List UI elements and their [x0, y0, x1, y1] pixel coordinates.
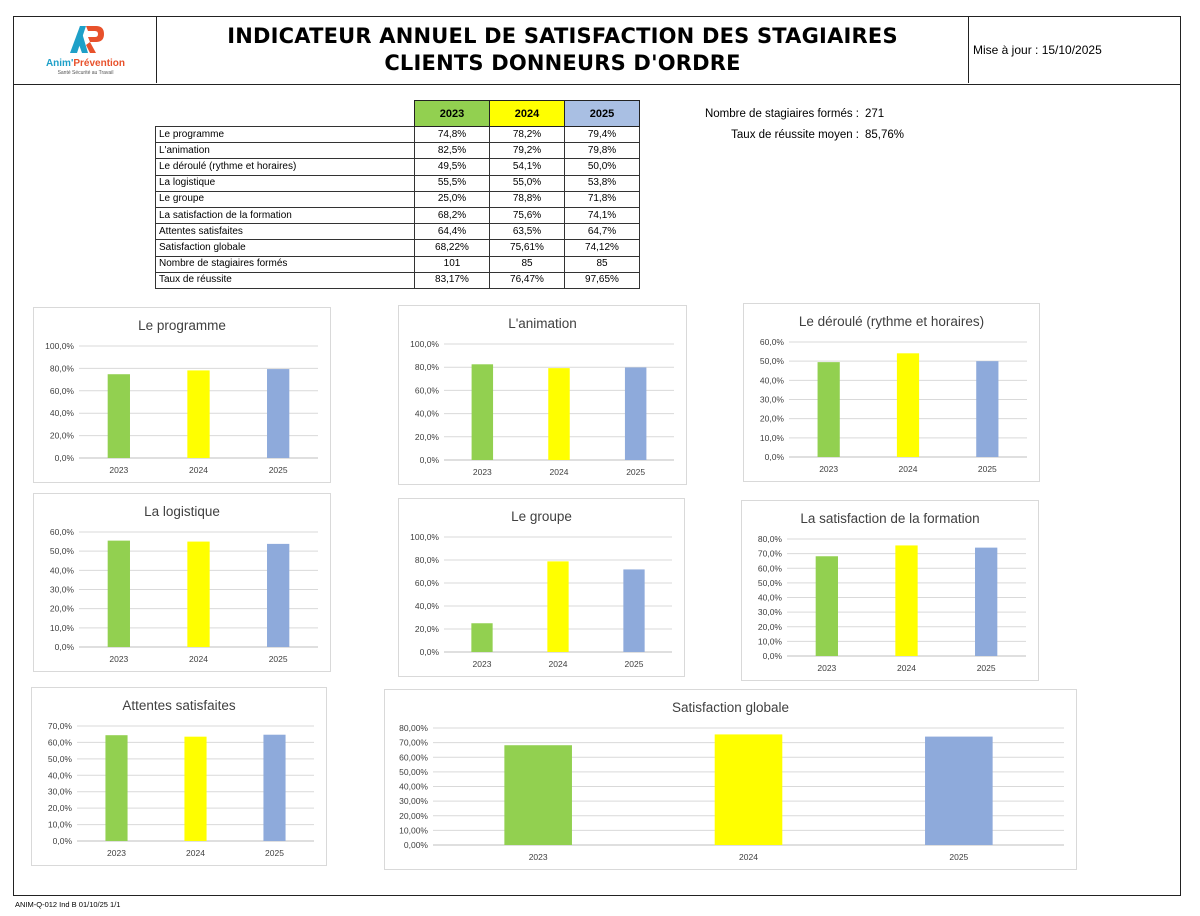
table-row: [156, 143, 640, 159]
logo-tagline: Santé Sécurité au Travail: [57, 70, 114, 76]
x-tick-label: 2025: [949, 852, 969, 862]
x-tick-label: 2023: [109, 654, 129, 664]
bar-2025: [623, 569, 644, 652]
cell-2023: 83,17%: [415, 272, 490, 288]
chart-title: La logistique: [144, 504, 220, 519]
y-tick-label: 60,00%: [399, 752, 428, 763]
y-tick-label: 60,0%: [414, 385, 439, 396]
y-tick-label: 20,0%: [414, 431, 439, 442]
x-tick-label: 2024: [897, 663, 916, 673]
cell-2023: 64,4%: [415, 224, 490, 240]
cell-2023: 82,5%: [415, 143, 490, 159]
chart-satisfaction-globale: [384, 689, 1077, 870]
cell-2024: 78,2%: [490, 127, 565, 143]
chart-title: Le programme: [138, 318, 226, 333]
cell-2023: 55,5%: [415, 175, 490, 191]
chart-programme: [33, 307, 331, 483]
chart-svg: [399, 306, 686, 484]
cell-2024: 54,1%: [490, 159, 565, 175]
y-tick-label: 30,0%: [49, 584, 74, 595]
bar-2023: [471, 623, 492, 652]
y-tick-label: 40,0%: [759, 375, 784, 386]
y-tick-label: 10,0%: [47, 819, 72, 830]
chart-title: Satisfaction globale: [671, 700, 790, 715]
x-tick-label: 2024: [739, 852, 758, 862]
y-tick-label: 10,0%: [49, 622, 74, 633]
table-row: [156, 224, 640, 240]
y-tick-label: 50,0%: [757, 577, 782, 588]
y-tick-label: 40,0%: [49, 408, 74, 419]
row-label: Satisfaction globale: [156, 240, 415, 256]
cell-2024: 75,6%: [490, 207, 565, 223]
x-tick-label: 2025: [624, 659, 644, 669]
bar-2024: [548, 368, 569, 460]
bar-2025: [625, 367, 646, 460]
bar-2024: [897, 353, 919, 457]
cell-2024: 55,0%: [490, 175, 565, 191]
y-tick-label: 0,0%: [52, 836, 72, 846]
chart-satisfaction-formation: [741, 500, 1039, 681]
cell-2025: 74,1%: [565, 207, 640, 223]
table-row: [156, 240, 640, 256]
chart-svg: [385, 690, 1076, 869]
y-tick-label: 10,0%: [759, 432, 784, 443]
chart-title: La satisfaction de la formation: [800, 511, 980, 526]
y-tick-label: 80,00%: [399, 723, 428, 733]
cell-2024: 76,47%: [490, 272, 565, 288]
y-tick-label: 70,00%: [399, 737, 428, 748]
x-tick-label: 2023: [107, 848, 126, 858]
chart-svg: [744, 304, 1039, 481]
y-tick-label: 30,0%: [47, 786, 72, 797]
x-tick-label: 2025: [976, 663, 996, 673]
row-label: Le groupe: [156, 191, 415, 207]
y-tick-label: 60,0%: [759, 337, 784, 347]
bar-2023: [504, 745, 572, 845]
cell-2025: 50,0%: [565, 159, 640, 175]
cell-2024: 85: [490, 256, 565, 272]
year-header-2025: 2025: [565, 101, 640, 127]
y-tick-label: 0,0%: [764, 452, 784, 462]
cell-2024: 78,8%: [490, 191, 565, 207]
x-tick-label: 2024: [189, 465, 208, 475]
chart-logistique: [33, 493, 331, 672]
y-tick-label: 10,0%: [757, 636, 782, 647]
x-tick-label: 2025: [268, 465, 288, 475]
x-tick-label: 2024: [898, 464, 918, 474]
chart-svg: [34, 308, 330, 482]
y-tick-label: 60,0%: [49, 385, 74, 396]
bar-2024: [895, 545, 917, 656]
y-tick-label: 20,0%: [47, 803, 72, 814]
y-tick-label: 30,0%: [759, 394, 784, 405]
chart-svg: [399, 499, 684, 676]
cell-2023: 68,2%: [415, 207, 490, 223]
x-tick-label: 2025: [626, 467, 646, 477]
y-tick-label: 100,0%: [45, 341, 74, 351]
y-tick-label: 60,0%: [757, 563, 782, 574]
x-tick-label: 2023: [472, 467, 492, 477]
x-tick-label: 2023: [817, 663, 837, 673]
y-tick-label: 40,00%: [399, 781, 428, 792]
cell-2023: 101: [415, 256, 490, 272]
y-tick-label: 40,0%: [414, 601, 439, 611]
cell-2024: 75,61%: [490, 240, 565, 256]
bar-2024: [547, 561, 568, 652]
x-tick-label: 2024: [189, 654, 208, 664]
y-tick-label: 100,0%: [410, 339, 439, 349]
x-tick-label: 2023: [819, 464, 839, 474]
bar-2025: [267, 544, 289, 647]
y-tick-label: 40,0%: [47, 770, 72, 781]
table-row: [156, 127, 640, 143]
page-title: [157, 17, 969, 83]
y-tick-label: 20,0%: [414, 624, 439, 634]
summary-stats: [660, 108, 960, 148]
y-tick-label: 20,0%: [49, 603, 74, 614]
bar-2023: [105, 735, 127, 841]
row-label: Attentes satisfaites: [156, 224, 415, 240]
y-tick-label: 60,0%: [49, 527, 74, 537]
row-label: Le programme: [156, 127, 415, 143]
y-tick-label: 20,0%: [759, 413, 784, 424]
bar-2023: [108, 541, 130, 647]
bar-2024: [187, 542, 209, 647]
y-tick-label: 100,0%: [410, 532, 439, 542]
logo: [14, 17, 157, 83]
summary-table: [155, 100, 640, 289]
table-row: [156, 191, 640, 207]
y-tick-label: 0,00%: [403, 840, 428, 850]
y-tick-label: 80,0%: [414, 555, 439, 565]
ap-logo-icon: [66, 23, 106, 57]
bar-2025: [925, 737, 993, 845]
update-date: Mise à jour : 15/10/2025: [973, 43, 1102, 57]
chart-svg: [32, 688, 326, 865]
bar-2025: [263, 735, 285, 841]
chart-svg: [742, 501, 1038, 680]
chart-attentes: [31, 687, 327, 866]
y-tick-label: 10,00%: [399, 825, 428, 836]
bar-2023: [816, 556, 838, 656]
y-tick-label: 0,0%: [419, 647, 439, 657]
title-line-2: CLIENTS DONNEURS D'ORDRE: [384, 51, 741, 75]
cell-2025: 85: [565, 256, 640, 272]
chart-svg: [34, 494, 330, 671]
y-tick-label: 50,0%: [47, 753, 72, 764]
row-label: Nombre de stagiaires formés: [156, 256, 415, 272]
x-tick-label: 2025: [977, 464, 997, 474]
table-row: [156, 175, 640, 191]
cell-2024: 63,5%: [490, 224, 565, 240]
chart-title: Attentes satisfaites: [122, 698, 236, 713]
table-header-row: [156, 101, 640, 127]
y-tick-label: 0,0%: [762, 651, 782, 661]
y-tick-label: 70,0%: [47, 721, 72, 731]
chart-title: Le déroulé (rythme et horaires): [798, 314, 985, 329]
cell-2025: 79,8%: [565, 143, 640, 159]
table-row: [156, 256, 640, 272]
bar-2024: [184, 737, 206, 841]
x-tick-label: 2023: [109, 465, 129, 475]
footer-reference: ANIM-Q-012 Ind B 01/10/25 1/1: [15, 900, 121, 909]
y-tick-label: 80,0%: [414, 362, 439, 373]
x-tick-label: 2023: [528, 852, 548, 862]
x-tick-label: 2024: [548, 659, 568, 669]
bar-2025: [267, 369, 289, 458]
bar-2025: [976, 361, 998, 457]
header: [13, 16, 1181, 85]
title-line-1: INDICATEUR ANNUEL DE SATISFACTION DES STAGIAIRES: [227, 24, 898, 48]
y-tick-label: 0,0%: [54, 453, 74, 463]
chart-animation: [398, 305, 687, 485]
chart-title: Le groupe: [511, 509, 572, 524]
bar-2023: [108, 374, 130, 458]
cell-2023: 68,22%: [415, 240, 490, 256]
year-header-2024: 2024: [490, 101, 565, 127]
cell-2023: 49,5%: [415, 159, 490, 175]
y-tick-label: 20,00%: [399, 810, 428, 821]
x-tick-label: 2025: [265, 848, 284, 858]
chart-title: L'animation: [508, 316, 577, 331]
table-corner: [156, 101, 415, 127]
y-tick-label: 0,0%: [419, 455, 439, 465]
y-tick-label: 20,0%: [757, 621, 782, 632]
y-tick-label: 40,0%: [414, 408, 439, 419]
cell-2023: 74,8%: [415, 127, 490, 143]
bar-2023: [818, 362, 840, 457]
table-row: [156, 272, 640, 288]
x-tick-label: 2023: [472, 659, 492, 669]
y-tick-label: 20,0%: [49, 430, 74, 441]
y-tick-label: 50,0%: [759, 356, 784, 367]
y-tick-label: 70,0%: [757, 548, 782, 559]
cell-2024: 79,2%: [490, 143, 565, 159]
y-tick-label: 50,00%: [399, 766, 428, 777]
cell-2025: 97,65%: [565, 272, 640, 288]
success-value: 85,76%: [865, 129, 905, 141]
year-header-2023: 2023: [415, 101, 490, 127]
bar-2025: [975, 548, 997, 656]
cell-2025: 74,12%: [565, 240, 640, 256]
row-label: L'animation: [156, 143, 415, 159]
y-tick-label: 60,0%: [47, 737, 72, 748]
trained-value: 271: [865, 108, 885, 120]
x-tick-label: 2024: [549, 467, 569, 477]
y-tick-label: 40,0%: [49, 565, 74, 576]
y-tick-label: 60,0%: [414, 578, 439, 588]
table-row: [156, 207, 640, 223]
y-tick-label: 30,0%: [757, 607, 782, 618]
row-label: Le déroulé (rythme et horaires): [156, 159, 415, 175]
x-tick-label: 2024: [186, 848, 205, 858]
y-tick-label: 80,0%: [757, 534, 782, 544]
bar-2023: [472, 364, 493, 460]
success-label: Taux de réussite moyen :: [731, 129, 859, 141]
cell-2025: 64,7%: [565, 224, 640, 240]
chart-deroule: [743, 303, 1040, 482]
row-label: La logistique: [156, 175, 415, 191]
bar-2024: [187, 370, 209, 458]
cell-2025: 79,4%: [565, 127, 640, 143]
cell-2023: 25,0%: [415, 191, 490, 207]
bar-2024: [715, 734, 783, 845]
chart-groupe: [398, 498, 685, 677]
y-tick-label: 30,00%: [399, 796, 428, 807]
x-tick-label: 2025: [268, 654, 288, 664]
y-tick-label: 80,0%: [49, 363, 74, 374]
row-label: La satisfaction de la formation: [156, 207, 415, 223]
trained-label: Nombre de stagiaires formés :: [704, 108, 859, 120]
logo-name: Anim'Prévention: [45, 58, 126, 69]
y-tick-label: 0,0%: [54, 642, 74, 652]
cell-2025: 71,8%: [565, 191, 640, 207]
cell-2025: 53,8%: [565, 175, 640, 191]
table-row: [156, 159, 640, 175]
y-tick-label: 50,0%: [49, 546, 74, 557]
y-tick-label: 40,0%: [757, 592, 782, 603]
row-label: Taux de réussite: [156, 272, 415, 288]
